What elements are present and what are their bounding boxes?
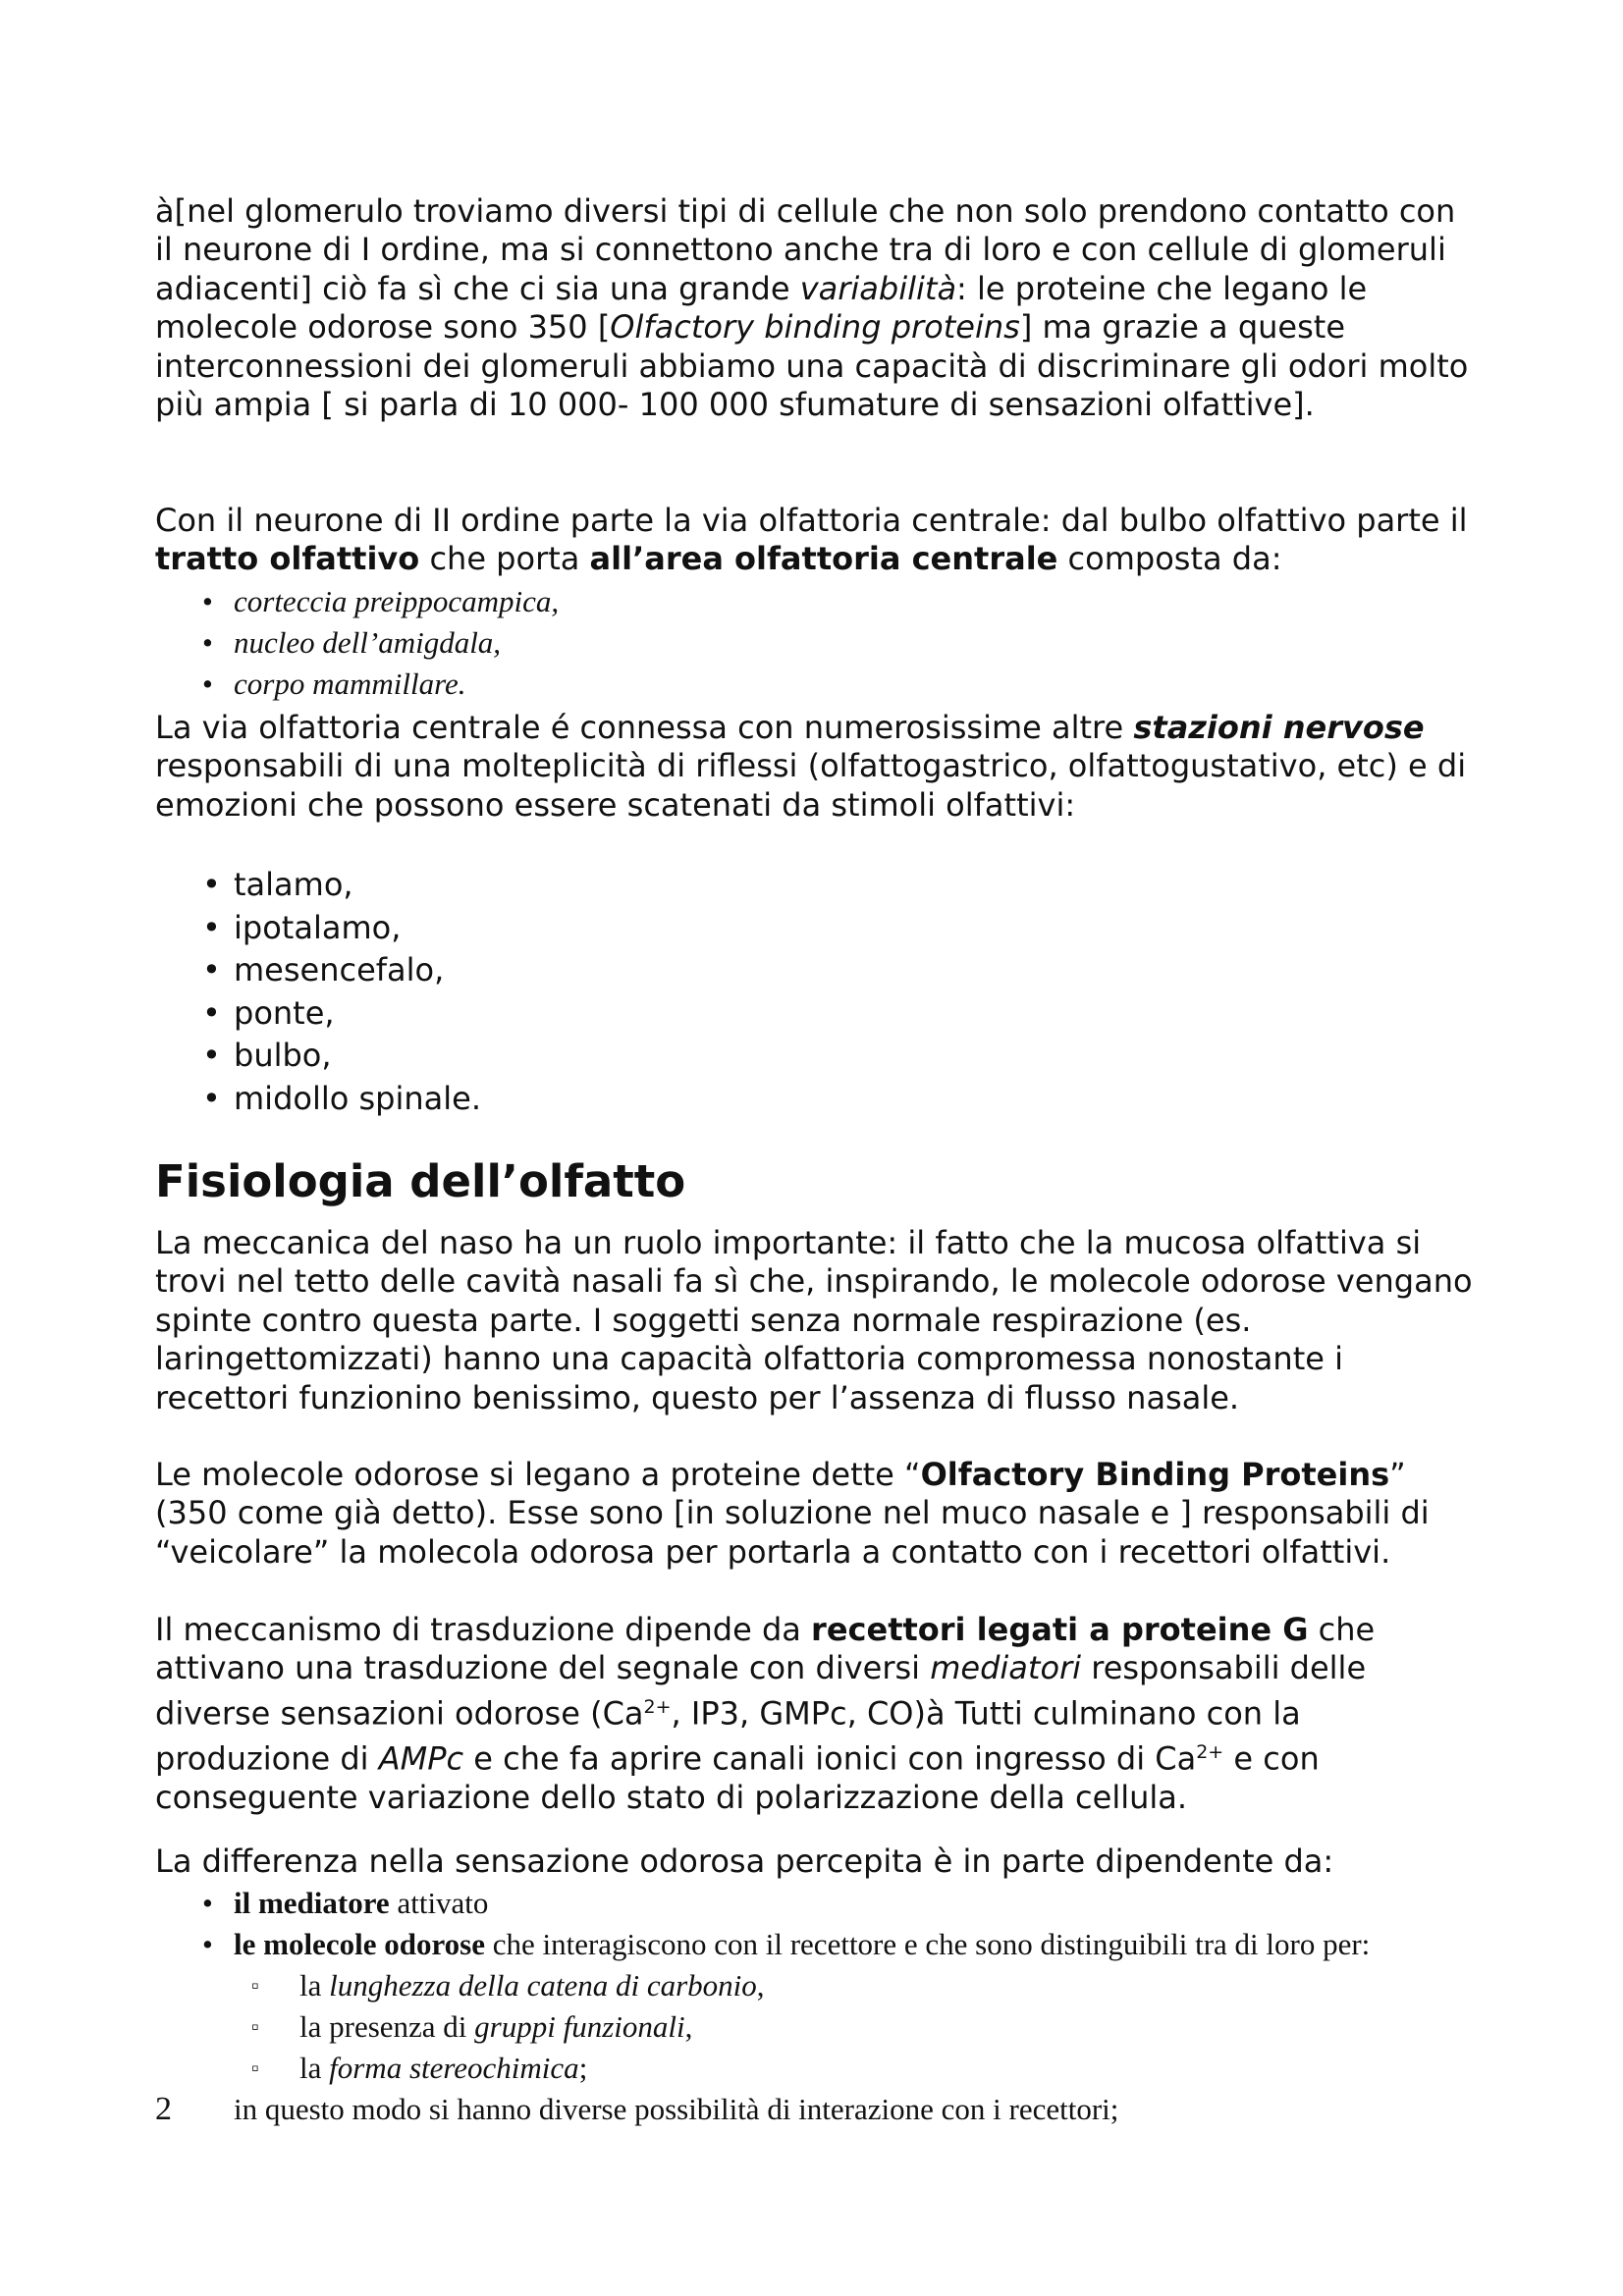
bullet-icon: • (202, 625, 213, 660)
list-item: • il mediatore attivato (155, 1883, 1530, 1924)
paragraph-central-pathway: Con il neurone di II ordine parte la via olfattoria centrale: dal bulbo olfattivo parte il tratto olfattivo che porta all’area olfattoria centrale composta da: (155, 502, 1468, 578)
section-heading: Fisiologia dell’olfatto (155, 1155, 686, 1207)
paragraph-glomeruli: à[nel glomerulo troviamo diversi tipi di cellule che non solo prendono contatto con il neurone di I ordine, ma si connettono anche tra di loro e con cellule di glomeruli adiacenti] ciò fa sì che ci sia una grande variabilità: le proteine che legano le molecole odorose sono 350 [Olfactory binding proteins] ma grazie a queste interconnessioni dei glomeruli abbiamo una capacità di discriminare gli odori molto più ampia [ si parla di 10 000- 100 000 sfumature di sensazioni olfattive]. (155, 192, 1469, 424)
olfactory-area-list (155, 581, 1476, 705)
list-closing-text: in questo modo si hanno diverse possibilità di interazione con i recettori; (234, 2092, 1119, 2126)
list-item: • corpo mammillare. (155, 664, 1476, 705)
section-heading-wrap (155, 1154, 1476, 1209)
list-item: • mesencefalo, (155, 949, 1476, 992)
paragraph-binding-proteins: Le molecole odorose si legano a proteine dette “Olfactory Binding Proteins” (350 come già detto). Esse sono [in soluzione nel muco nasale e ] responsabili di “veicolare” la molecola odorosa per portarla a contatto con i recettori olfattivi. (155, 1456, 1430, 1571)
paragraph-odor-difference: La differenza nella sensazione odorosa percepita è in parte dipendente da: (155, 1842, 1334, 1880)
paragraph-nose-mechanics: La meccanica del naso ha un ruolo importante: il fatto che la mucosa olfattiva si trovi nel tetto delle cavità nasali fa sì che, inspirando, le molecole odorose vengano spinte contro questa parte. I soggetti senza normale respirazione (es. laringettomizzati) hanno una capacità olfattoria compromessa nonostante i recettori funzionino benissimo, questo per l’assenza di flusso nasale. (155, 1224, 1473, 1416)
bullet-icon: • (202, 866, 221, 903)
list-item: • bulbo, (155, 1035, 1476, 1078)
bullet-icon: • (202, 1886, 213, 1920)
bullet-icon: • (202, 1079, 221, 1117)
list-item: • talamo, (155, 864, 1476, 907)
list-item: • le molecole odorose che interagiscono con il recettore e che sono distinguibili tra di loro per: (155, 1924, 1530, 1965)
square-bullet-icon: ▫ (251, 1973, 259, 1998)
nervous-stations-list (155, 864, 1476, 1120)
bullet-icon: • (202, 993, 221, 1032)
list-item: • ponte, (155, 992, 1476, 1036)
bullet-icon: • (202, 1037, 221, 1074)
sub-list-item: ▫ la presenza di gruppi funzionali, (155, 2006, 1530, 2048)
square-bullet-icon: ▫ (251, 2014, 259, 2039)
list-item: • nucleo dell’amigdala, (155, 622, 1476, 664)
list-item: • ipotalamo, (155, 907, 1476, 950)
list-item: • midollo spinale. (155, 1078, 1476, 1121)
bullet-icon: • (202, 1927, 213, 1961)
sub-list-item: ▫ la forma stereochimica; (155, 2048, 1530, 2089)
square-bullet-icon: ▫ (251, 2056, 259, 2080)
paragraph-nervous-stations: La via olfattoria centrale é connessa con numerosissime altre stazioni nervose responsabili di una molteplicità di riflessi (olfattogastrico, olfattogustativo, etc) e di emozioni che possono essere scatenati da stimoli olfattivi: (155, 709, 1467, 824)
bullet-icon: • (202, 584, 213, 618)
paragraph-transduction: Il meccanismo di trasduzione dipende da recettori legati a proteine G che attivano una trasduzione del segnale con diversi mediatori responsabili delle diverse sensazioni odorose ($Ca^{2+}$, IP3, GMPc, CO)à Tutti culminano con la produzione di AMPc e che fa aprire canali ionici con ingresso di $Ca^{2+}$ e con conseguente variazione dello stato di polarizzazione della cellula. (155, 1611, 1376, 1816)
list-item: • corteccia preippocampica, (155, 581, 1476, 622)
bullet-icon: • (202, 667, 213, 701)
page-number: 2 (155, 2091, 172, 2127)
bullet-icon: • (202, 908, 221, 946)
sub-list-item: ▫ la lunghezza della catena di carbonio, (155, 1965, 1530, 2006)
odor-factors-list (155, 1883, 1530, 2130)
bullet-icon: • (202, 951, 221, 988)
